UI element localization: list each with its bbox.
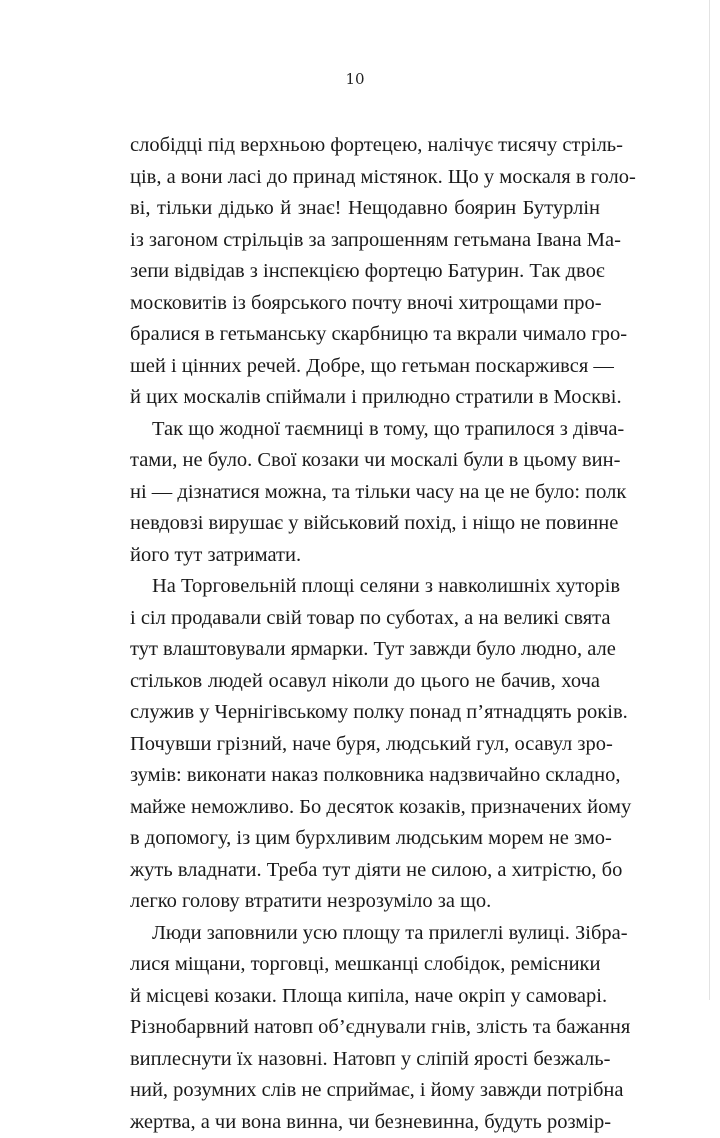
text-line: його тут затримати. (130, 540, 600, 572)
text-line: ний, розумних слів не сприймає, і йому завжди потрібна (130, 1075, 600, 1107)
text-line: На Торговельній площі селяни з навколишніх хуторів (130, 571, 600, 603)
text-line: легко голову втратити незрозуміло за що. (130, 886, 600, 918)
text-line: слобідці під верхньою фортецею, налічує тисячу стріль- (130, 130, 600, 162)
text-line: ців, а вони ласі до принад містянок. Що у москаля в голо- (130, 162, 600, 194)
text-line: Різнобарвний натовп об’єднували гнів, злість та бажання (130, 1012, 600, 1044)
text-line: тами, не було. Свої козаки чи москалі були в цьому вин- (130, 445, 600, 477)
page-number: 10 (0, 70, 710, 88)
text-line: шей і цінних речей. Добре, що гетьман поскаржився — (130, 351, 600, 383)
text-line: ні — дізнатися можна, та тільки часу на це не було: полк (130, 477, 600, 509)
paragraph (130, 918, 600, 1138)
paragraph (130, 130, 600, 414)
text-line: Люди заповнили усю площу та прилеглі вулиці. Зібра- (130, 918, 600, 950)
text-line: лися міщани, торговці, мешканці слобідок, ремісники (130, 949, 600, 981)
text-line: бралися в гетьманську скарбницю та вкрали чимало гро- (130, 319, 600, 351)
text-line: ві, тільки дідько й знає! Нещодавно боярин Бутурлін (130, 193, 600, 225)
text-line: зумів: виконати наказ полковника надзвичайно складно, (130, 760, 600, 792)
text-line: невдовзі вирушає у військовий похід, і ніщо не повинне (130, 508, 600, 540)
text-line: в допомогу, із цим бурхливим людським морем не змо- (130, 823, 600, 855)
paragraph (130, 571, 600, 918)
text-line: майже неможливо. Бо десяток козаків, призначених йому (130, 792, 600, 824)
body-text (130, 130, 600, 1138)
text-line: Так що жодної таємниці в тому, що трапилося з дівча- (130, 414, 600, 446)
text-line: виплеснути їх назовні. Натовп у сліпій ярості безжаль- (130, 1044, 600, 1076)
text-line: й місцеві козаки. Площа кипіла, наче окріп у самоварі. (130, 981, 600, 1013)
text-line: тут влаштовували ярмарки. Тут завжди було людно, але (130, 634, 600, 666)
text-line: жертва, а чи вона винна, чи безневинна, будуть розмір- (130, 1107, 600, 1138)
text-line: й цих москалів спіймали і прилюдно стратили в Москві. (130, 382, 600, 414)
paragraph (130, 414, 600, 572)
text-line: жуть владнати. Треба тут діяти не силою, а хитрістю, бо (130, 855, 600, 887)
text-line: із загоном стрільців за запрошенням гетьмана Івана Ма- (130, 225, 600, 257)
text-line: московитів із боярського почту вночі хитрощами про- (130, 288, 600, 320)
text-line: зепи відвідав з інспекцією фортецю Батурин. Так двоє (130, 256, 600, 288)
text-line: Почувши грізний, наче буря, людський гул, осавул зро- (130, 729, 600, 761)
text-line: служив у Чернігівському полку понад п’ятнадцять років. (130, 697, 600, 729)
text-line: і сіл продавали свій товар по суботах, а на великі свята (130, 603, 600, 635)
text-line: стільков людей осавул ніколи до цього не бачив, хоча (130, 666, 600, 698)
